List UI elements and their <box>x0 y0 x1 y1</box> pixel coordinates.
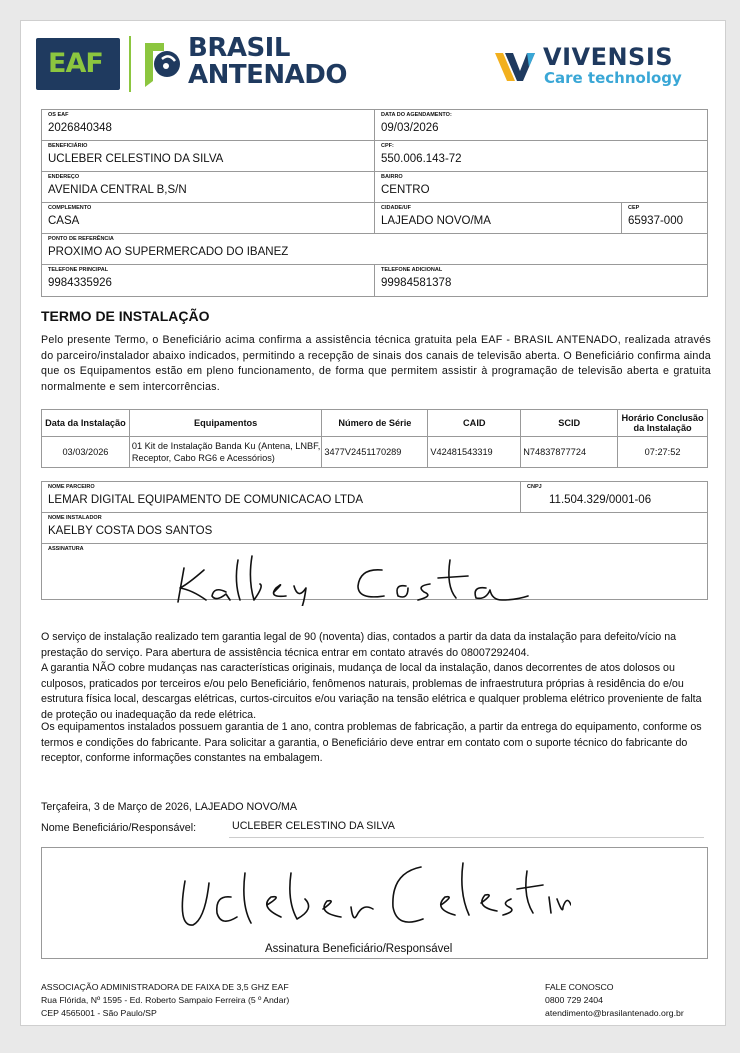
complement-cell <box>42 203 375 233</box>
brasil-antenado-icon <box>142 37 182 89</box>
reference-label: PONTO DE REFERÊNCIA <box>48 236 114 242</box>
brasil-word: BRASIL <box>188 33 290 63</box>
footer-phone[interactable]: 0800 729 2404 <box>545 995 603 1005</box>
brasil-antenado-logo-text <box>188 35 347 89</box>
document-page <box>20 20 726 1026</box>
cell-serial: 3477V2451170289 <box>322 437 428 468</box>
beneficiary-label: BENEFICIÁRIO <box>48 143 88 149</box>
cell-equipment: 01 Kit de Instalação Banda Ku (Antena, LNBF, Receptor, Cabo RG6 e Acessórios) <box>129 437 322 468</box>
logo-divider <box>129 36 131 92</box>
warranty-p3: Os equipamentos instalados possuem garantia de 1 ano, contra problemas de fabricação, a partir da entrega do equipamento, conforme os termos e condições do fabricante. Para solicitar a garantia, o Beneficiário deve entrar em contato com o suporte técnico do fabricante do receptor, conforme informações constantes na embalagem. <box>41 721 702 765</box>
partner-row <box>42 482 707 513</box>
extra-phone-value: 99984581378 <box>381 277 452 289</box>
info-row <box>42 265 707 296</box>
footer-cep: CEP 4565001 - São Paulo/SP <box>41 1008 157 1018</box>
reference-value: PROXIMO AO SUPERMERCADO DO IBANEZ <box>48 246 289 258</box>
vivensis-icon <box>493 47 539 85</box>
col-header-caid: CAID <box>428 410 521 437</box>
cell-caid: V42481543319 <box>428 437 521 468</box>
info-row <box>42 234 707 265</box>
col-header-scid: SCID <box>521 410 618 437</box>
beneficiary-info-grid <box>41 109 708 297</box>
cep-cell <box>622 203 707 233</box>
reference-cell <box>42 234 707 264</box>
schedule-date-label: DATA DO AGENDAMENTO: <box>381 112 452 118</box>
footer-address: Rua Flórida, Nº 1595 - Ed. Roberto Sampaio Ferreira (5 º Andar) <box>41 995 290 1005</box>
extra-phone-cell <box>375 265 707 296</box>
col-header-equipment: Equipamentos <box>129 410 322 437</box>
beneficiary-signature <box>171 853 571 943</box>
installer-label: NOME INSTALADOR <box>48 515 102 521</box>
extra-phone-label: TELEFONE ADICIONAL <box>381 267 443 273</box>
address-value: AVENIDA CENTRAL B,S/N <box>48 184 187 196</box>
vivensis-logo-text: VIVENSIS <box>543 43 674 71</box>
cell-date: 03/03/2026 <box>42 437 130 468</box>
cell-scid: N74837877724 <box>521 437 618 468</box>
main-phone-label: TELEFONE PRINCIPAL <box>48 267 109 273</box>
responsible-label: Nome Beneficiário/Responsável: <box>41 822 197 834</box>
cpf-label: CPF: <box>381 143 394 149</box>
complement-label: COMPLEMENTO <box>48 205 92 211</box>
main-phone-value: 9984335926 <box>48 277 112 289</box>
col-header-serial: Número de Série <box>322 410 428 437</box>
address-label: ENDEREÇO <box>48 174 80 180</box>
warranty-p2: A garantia NÃO cobre mudanças nas características originais, mudança de local da instalação, danos decorrentes de atos dolosos ou culposos, praticados por terceiros e/ou pelo Beneficiário, fenômenos naturais, problemas de infraestrutura próprias à residência do e/ou estrutura física local, descargas elétricas, curtos-circuitos e/ou variação na tensão elétrica e qualquer problema elétrico proveniente de falta de proteção ou inadequação da rede elétrica. <box>41 662 702 721</box>
os-cell <box>42 110 375 140</box>
cep-label: CEP <box>628 205 640 211</box>
footer-address-block <box>41 981 289 1020</box>
partner-row <box>42 513 707 544</box>
installer-signature-label: ASSINATURA <box>48 546 84 552</box>
info-row <box>42 141 707 172</box>
main-phone-cell <box>42 265 375 296</box>
termo-text: Pelo presente Termo, o Beneficiário acima confirma a assistência técnica gratuita pela EAF - BRASIL ANTENADO, realizada através do parceiro/instalador abaixo indicados, permitindo a recepção de sinais dos canais de televisão aberta. O Beneficiário confirma ainda que os Equipamentos estão em pleno funcionamento, de forma que permitem assistir à programação de televisão aberta e gratuita normalmente e sem intercorrências. <box>41 334 711 393</box>
warranty-p1: O serviço de instalação realizado tem garantia legal de 90 (noventa) dias, contados a partir da data da instalação para defeito/vício na prestação do serviço. Para abertura de assistência técnica entrar em contato através do 08007292404. <box>41 631 677 659</box>
beneficiary-cell <box>42 141 375 171</box>
address-cell <box>42 172 375 202</box>
col-header-date: Data da Instalação <box>42 410 130 437</box>
footer-org: ASSOCIAÇÃO ADMINISTRADORA DE FAIXA DE 3,5 GHZ EAF <box>41 982 289 992</box>
cnpj-label: CNPJ <box>527 484 542 490</box>
city-value: LAJEADO NOVO/MA <box>381 215 491 227</box>
partner-name-label: NOME PARCEIRO <box>48 484 95 490</box>
schedule-date-cell <box>375 110 707 140</box>
responsible-underline <box>229 837 704 838</box>
cpf-value: 550.006.143-72 <box>381 153 462 165</box>
installer-value: KAELBY COSTA DOS SANTOS <box>48 525 213 537</box>
installer-cell <box>42 513 707 543</box>
vivensis-tagline: Care technology <box>544 69 682 87</box>
col-header-time: Horário Conclusão da Instalação <box>618 410 708 437</box>
cep-value: 65937-000 <box>628 215 683 227</box>
neighborhood-cell <box>375 172 707 202</box>
signature-caption: Assinatura Beneficiário/Responsável <box>265 943 453 955</box>
termo-title: TERMO DE INSTALAÇÃO <box>41 308 210 324</box>
beneficiary-value: UCLEBER CELESTINO DA SILVA <box>48 153 224 165</box>
responsible-name: UCLEBER CELESTINO DA SILVA <box>232 820 395 832</box>
table-header-row <box>42 410 708 437</box>
os-value: 2026840348 <box>48 122 112 134</box>
eaf-logo <box>36 38 120 90</box>
partner-name-cell <box>42 482 521 512</box>
table-row <box>42 437 708 468</box>
info-row <box>42 172 707 203</box>
cell-time: 07:27:52 <box>618 437 708 468</box>
complement-value: CASA <box>48 215 80 227</box>
info-row <box>42 110 707 141</box>
os-label: OS EAF <box>48 112 69 118</box>
installer-signature <box>156 546 536 606</box>
place-date: Terçafeira, 3 de Março de 2026, LAJEADO NOVO/MA <box>41 801 298 813</box>
city-label: CIDADE/UF <box>381 205 411 211</box>
partner-name-value: LEMAR DIGITAL EQUIPAMENTO DE COMUNICACAO LTDA <box>48 494 364 506</box>
cpf-cell <box>375 141 707 171</box>
schedule-date-value: 09/03/2026 <box>381 122 439 134</box>
cnpj-cell <box>521 482 707 512</box>
neighborhood-label: BAIRRO <box>381 174 403 180</box>
cnpj-value: 11.504.329/0001-06 <box>549 494 652 506</box>
neighborhood-value: CENTRO <box>381 184 430 196</box>
eaf-logo-text: EAF <box>48 48 103 79</box>
footer-contact-block <box>545 981 684 1020</box>
equipment-table <box>41 409 708 468</box>
info-row <box>42 203 707 234</box>
city-cell <box>375 203 622 233</box>
footer-email-link[interactable]: atendimento@brasilantenado.org.br <box>545 1008 684 1018</box>
antenado-word: ANTENADO <box>188 60 347 90</box>
footer-contact-title: FALE CONOSCO <box>545 982 614 992</box>
